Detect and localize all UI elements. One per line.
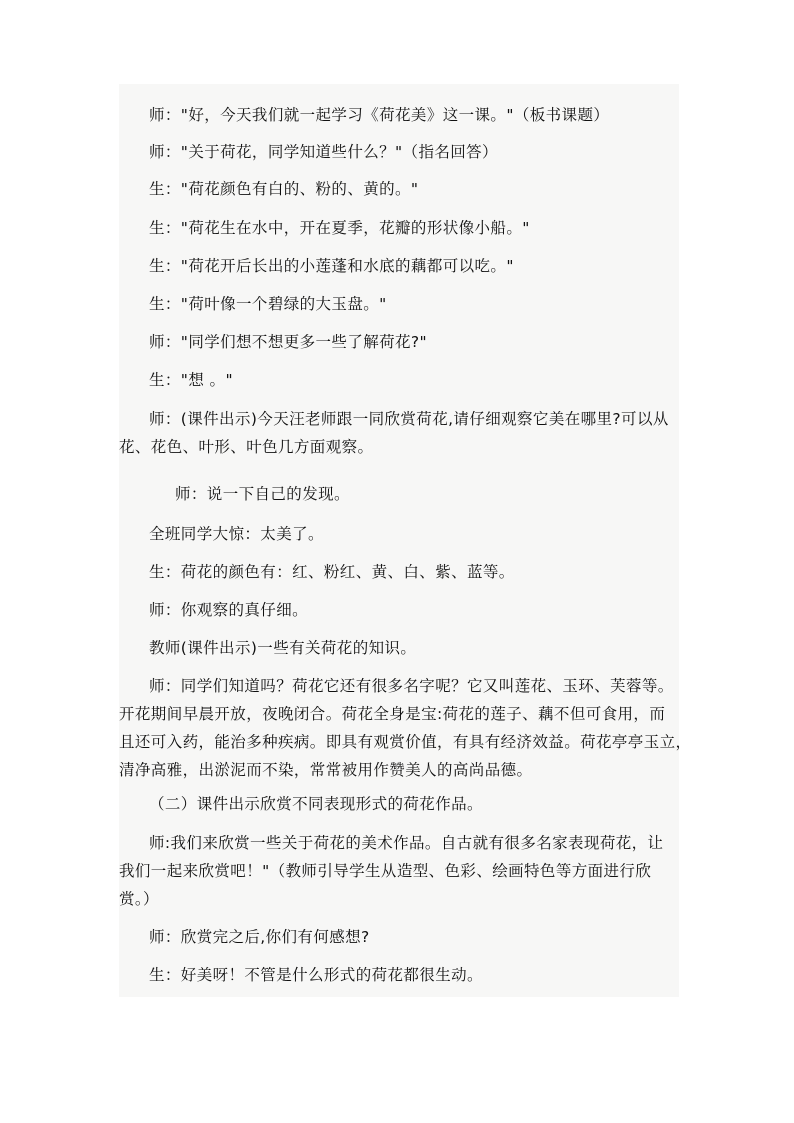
text-line: 全班同学大惊：太美了。 — [149, 525, 324, 543]
text-line: 生："荷花开后长出的小莲蓬和水底的藕都可以吃。" — [149, 257, 514, 275]
lesson-transcript — [119, 84, 692, 997]
text-line: 师：说一下自己的发现。 — [175, 485, 350, 503]
text-line: 生：好美呀！不管是什么形式的荷花都很生动。 — [149, 966, 483, 984]
text-line: 教师(课件出示)一些有关荷花的知识。 — [149, 639, 417, 657]
text-line: 且还可入药，能治多种疾病。即具有观赏价值，有具有经济效益。荷花亭亭玉立， — [119, 733, 692, 751]
text-line: 花、花色、叶形、叶色几方面观察。 — [119, 438, 374, 456]
text-line: 生："荷花生在水中，开在夏季，花瓣的形状像小船。" — [149, 219, 530, 237]
text-line: 生："荷叶像一个碧绿的大玉盘。" — [149, 295, 387, 313]
text-line: 我们一起来欣赏吧！"（教师引导学生从造型、色彩、绘画特色等方面进行欣 — [119, 862, 652, 880]
text-line: 师："关于荷花，同学知道些什么？"（指名回答） — [149, 143, 498, 161]
text-line: 师：欣赏完之后,你们有何感想? — [149, 928, 370, 946]
text-line: 生："想 。" — [149, 371, 233, 389]
text-line: 师：(课件出示)今天汪老师跟一同欣赏荷花,请仔细观察它美在哪里?可以从 — [149, 410, 669, 428]
text-line: 师："同学们想不想更多一些了解荷花?" — [149, 333, 428, 351]
text-line: 生：荷花的颜色有：红、粉红、黄、白、紫、蓝等。 — [149, 563, 515, 581]
section-heading: （二）课件出示欣赏不同表现形式的荷花作品。 — [149, 795, 483, 813]
text-line: 师:我们来欣赏一些关于荷花的美术作品。自古就有很多名家表现荷花，让 — [149, 834, 664, 852]
text-line: 师：同学们知道吗？荷花它还有很多名字呢？它又叫莲花、玉环、芙蓉等。 — [149, 677, 674, 695]
text-line: 师："好，今天我们就一起学习《荷花美》这一课。"（板书课题） — [149, 106, 610, 124]
text-line: 开花期间早晨开放，夜晚闭合。荷花全身是宝:荷花的莲子、藕不但可食用，而 — [119, 705, 666, 723]
text-line: 清净高雅，出淤泥而不染，常常被用作赞美人的高尚品德。 — [119, 761, 533, 779]
text-line: 师：你观察的真仔细。 — [149, 601, 309, 619]
text-line: 生："荷花颜色有白的、粉的、黄的。" — [149, 180, 419, 198]
text-line: 赏。） — [119, 890, 159, 908]
